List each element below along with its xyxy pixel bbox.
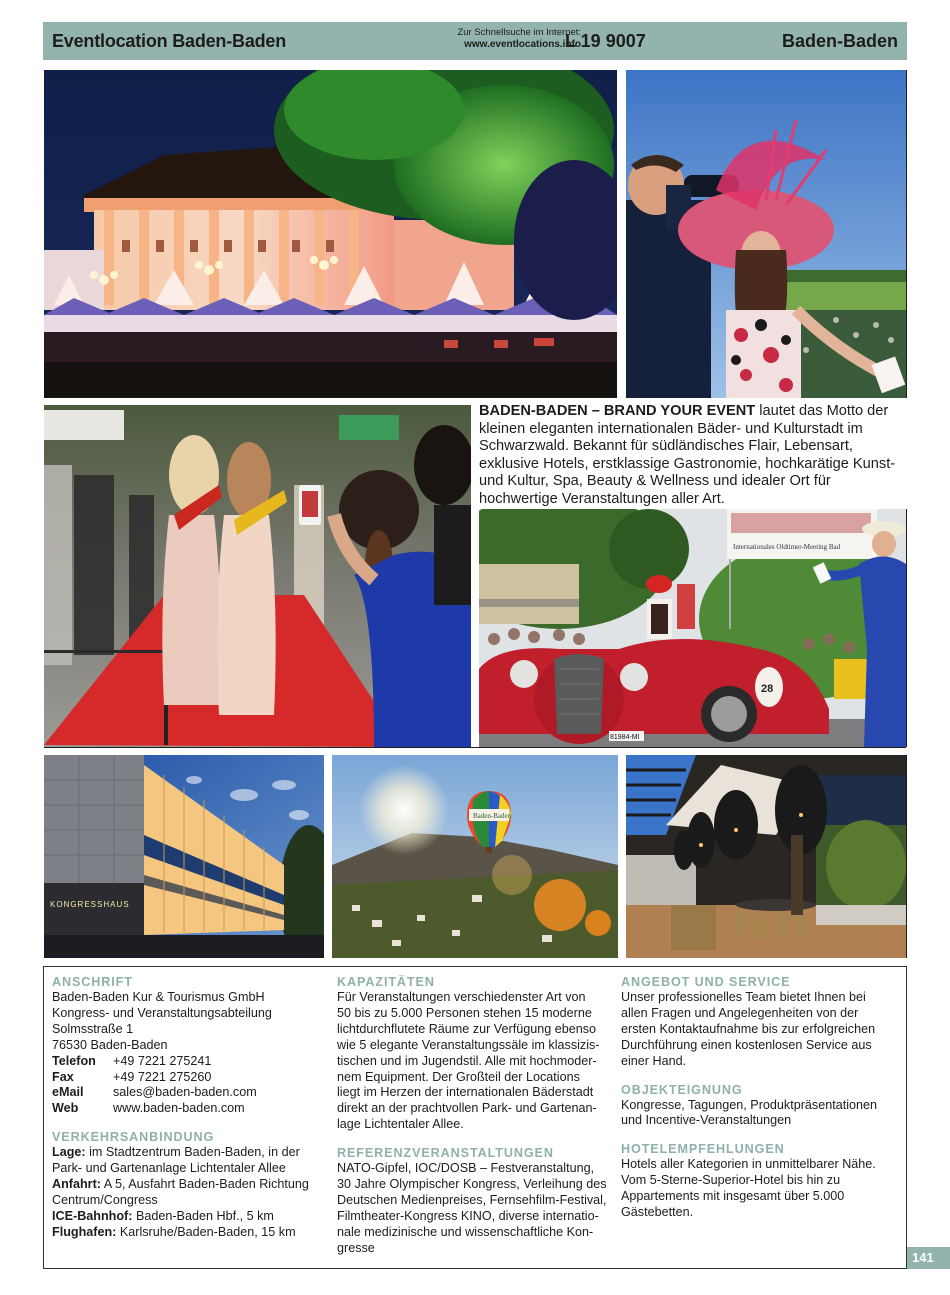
address-line: Solmsstraße 1 xyxy=(52,1021,134,1036)
svg-text:81984-MI: 81984-MI xyxy=(610,734,640,741)
svg-text:Baden-Baden: Baden-Baden xyxy=(473,812,512,820)
heading-hotelempfehlungen: HOTELEMPFEHLUNGEN xyxy=(621,1142,785,1157)
transport-ice xyxy=(52,1209,332,1225)
photo-kurhaus-night xyxy=(44,70,617,398)
address-line: Kongress- und Veranstaltungsabteilung xyxy=(52,1005,272,1020)
transport-value: Baden-Baden Hbf., 5 km xyxy=(132,1208,274,1223)
heading-objekteignung: OBJEKTEIGNUNG xyxy=(621,1082,743,1097)
photo-divider xyxy=(906,755,907,958)
text-line: Vom 5-Sterne-Superior-Hotel bis hin zu xyxy=(621,1173,841,1188)
heading-angebot: ANGEBOT UND SERVICE xyxy=(621,975,791,989)
photo-red-carpet xyxy=(44,405,471,747)
contact-phone xyxy=(52,1054,332,1070)
photo-kongresshaus xyxy=(44,755,324,958)
photo-lounge-interior xyxy=(626,755,906,958)
info-column-services xyxy=(621,974,903,1221)
svg-text:28: 28 xyxy=(761,683,774,695)
contact-label: Fax xyxy=(52,1069,74,1084)
address-line: 76530 Baden-Baden xyxy=(52,1037,168,1052)
header-title-right: Baden-Baden xyxy=(781,31,898,51)
photo-hot-air-balloon xyxy=(332,755,618,958)
transport-value: Karlsruhe/Baden-Baden, 15 km xyxy=(116,1224,296,1239)
text-line: nem Equipment. Der Großteil der Locations xyxy=(337,1069,580,1084)
contact-email xyxy=(52,1085,332,1101)
text-line: ersten Kontaktaufnahme bis zur erfolgreichen xyxy=(621,1021,876,1036)
transport-label: Anfahrt: xyxy=(52,1177,101,1192)
info-box xyxy=(43,966,907,1269)
transport-flughafen xyxy=(52,1225,332,1241)
text-line: gresse xyxy=(337,1240,375,1255)
info-column-contact xyxy=(52,974,332,1241)
info-column-capacity xyxy=(337,974,617,1257)
heading-anschrift: ANSCHRIFT xyxy=(52,975,133,989)
transport-value: im Stadtzentrum Baden-Baden, in der xyxy=(85,1145,300,1160)
svg-text:Internationales Oldtimer-Meeti: Internationales Oldtimer-Meeting Bad xyxy=(733,543,841,551)
page-header xyxy=(43,22,907,60)
text-line: Unser professionelles Team bietet Ihnen bei xyxy=(621,990,866,1004)
photo-divider xyxy=(44,747,906,748)
transport-anfahrt xyxy=(52,1177,332,1209)
transport-label: Lage: xyxy=(52,1145,86,1160)
search-hint xyxy=(393,27,581,51)
text-line: NATO-Gipfel, IOC/DOSB – Festveranstaltung, xyxy=(337,1161,595,1176)
web-link[interactable]: www.baden-baden.com xyxy=(113,1101,245,1116)
transport-value: Park- und Gartenanlage Lichtentaler Allee xyxy=(52,1161,286,1176)
contact-label: Web xyxy=(52,1101,79,1116)
intro-paragraph xyxy=(479,403,909,509)
text-line: Durchführung einen kostenlosen Service aus xyxy=(621,1037,872,1052)
email-link[interactable]: sales@baden-baden.com xyxy=(113,1085,257,1100)
text-line: Appartements mit insgesamt über 5.000 xyxy=(621,1189,845,1204)
heading-verkehrsanbindung: VERKEHRSANBINDUNG xyxy=(52,1130,215,1145)
header-title-left: Eventlocation Baden-Baden xyxy=(52,31,287,51)
contact-web xyxy=(52,1101,332,1117)
text-line: Filmtheater-Kongress KINO, diverse internatio- xyxy=(337,1208,599,1223)
photo-divider xyxy=(44,397,617,398)
photo-oldtimer-meeting xyxy=(479,509,906,747)
intro-headline: BADEN-BADEN – BRAND YOUR EVENT xyxy=(479,403,756,419)
text-line: 50 bis zu 5.000 Personen stehen 15 moderne xyxy=(337,1005,592,1020)
text-line: Kongresse, Tagungen, Produktpräsentationen xyxy=(621,1097,878,1112)
photo-horse-race-couple xyxy=(626,70,906,398)
photo-divider xyxy=(906,509,907,747)
heading-kapazitaeten: KAPAZITÄTEN xyxy=(337,975,435,989)
text-line: liegt im Herzen der internationalen Bäderstadt xyxy=(337,1085,594,1100)
contact-fax xyxy=(52,1070,332,1086)
location-code: L 19 9007 xyxy=(565,31,646,51)
search-hint-url[interactable]: www.eventlocations.info xyxy=(464,39,581,50)
text-line: allen Fragen und Angelegenheiten von der xyxy=(621,1005,859,1020)
transport-label: ICE-Bahnhof: xyxy=(52,1208,133,1223)
text-line: lage Lichtentaler Allee. xyxy=(337,1117,464,1132)
search-hint-label: Zur Schnellsuche im Internet: xyxy=(457,27,581,38)
transport-lage xyxy=(52,1145,332,1177)
text-line: und Incentive-Veranstaltungen xyxy=(621,1113,792,1128)
text-line: einer Hand. xyxy=(621,1053,687,1068)
text-line: Gästebetten. xyxy=(621,1205,694,1220)
transport-label: Flughafen: xyxy=(52,1224,117,1239)
text-line: lichtdurchflutete Räume zur Verfügung ebenso xyxy=(337,1021,597,1036)
text-line: wie 5 elegante Veranstaltungssäle im klassizis- xyxy=(337,1037,600,1052)
text-line: Für Veranstaltungen verschiedenster Art von xyxy=(337,990,586,1004)
text-line: direkt an der prachtvollen Park- und Gartenan- xyxy=(337,1101,597,1116)
address-line: Baden-Baden Kur & Tourismus GmbH xyxy=(52,990,265,1004)
photo-divider xyxy=(906,70,907,398)
contact-label: eMail xyxy=(52,1085,84,1100)
intro-body: lautet das Motto der kleinen eleganten internationalen Bäder- und Kulturstadt im Schwarzwald. Bekannt für südländisches Flair, Lebensart, exklusive Hotels, erstklassige Gastronomie, hochkarätige Kunst- und Kultur, Spa, Beauty & Wellness und idealer Ort für hochwertige Veranstaltungen aller Art. xyxy=(479,403,896,507)
text-line: 30 Jahre Olympischer Kongress, Verleihung des xyxy=(337,1177,607,1192)
transport-value: Centrum/Congress xyxy=(52,1192,158,1207)
text-line: Deutschen Medienpreises, Fernsehfilm-Festival, xyxy=(337,1192,607,1207)
svg-text:KONGRESSHAUS: KONGRESSHAUS xyxy=(50,900,130,909)
transport-value: A 5, Ausfahrt Baden-Baden Richtung xyxy=(100,1177,309,1192)
page-number: 141 xyxy=(907,1247,950,1269)
text-line: Hotels aller Kategorien in unmittelbarer Nähe. xyxy=(621,1157,876,1172)
text-line: nale medizinische und wissenschaftliche Kon- xyxy=(337,1224,594,1239)
fax-value: +49 7221 275260 xyxy=(113,1069,212,1084)
heading-referenzveranstaltungen: REFERENZVERANSTALTUNGEN xyxy=(337,1146,554,1161)
contact-label: Telefon xyxy=(52,1053,96,1068)
phone-value[interactable]: +49 7221 275241 xyxy=(113,1053,212,1068)
text-line: tischen und im Jugendstil. Alle mit hochmoder- xyxy=(337,1053,597,1068)
